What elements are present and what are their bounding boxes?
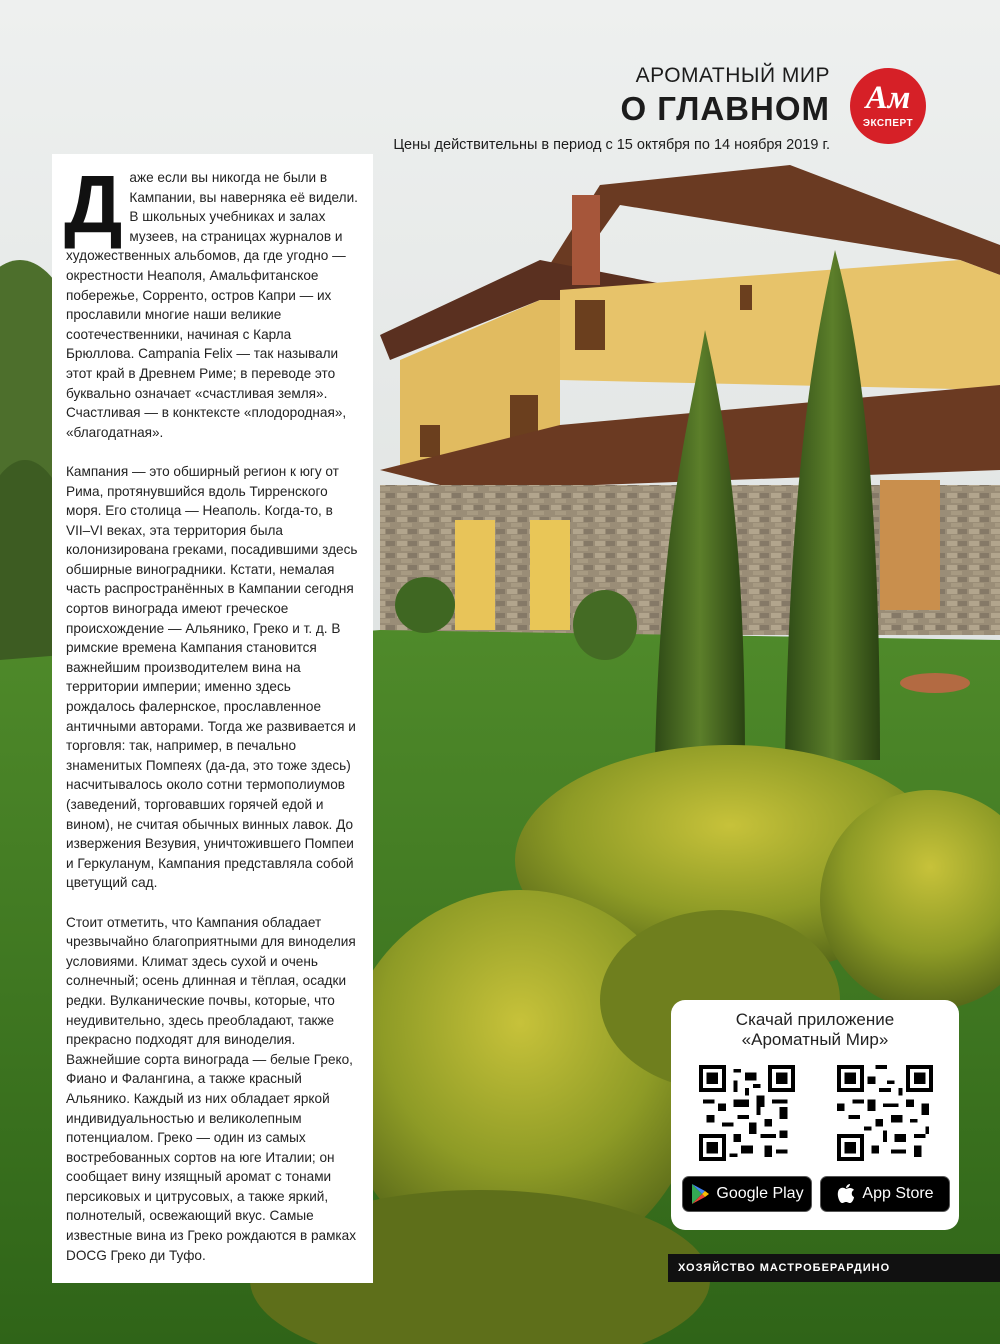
article-paragraph-3: Стоит отметить, что Кампания обладает чрезвычайно благоприятными для виноделия условиями. Климат здесь сухой и очень солнечный; осень длинная и тёплая, осадки редки. Вулканические почвы, которые, что неудивительно, здесь преобладают, также прекрасно подходят для виноделия. Важнейшие сорта винограда — белые Греко, Фиано и Фалангина, а также красный Альянико. Каждый из них обладает яркой индивидуальностью и великолепным потенциалом. Греко — один из самых востребованных сортов на юге Италии; он сообщает вину изящный аромат с тонами персиковых и цитрусовых, а также яркий, полнотелый, освежающий вкус. Самые известные вина из Греко рождаются в рамках DOCG Греко ди Туфо. [66, 914, 357, 1263]
app-store-label: App Store [862, 1185, 934, 1202]
price-validity-note: Цены действительны в период с 15 октября по 14 ноября 2019 г. [393, 137, 830, 153]
app-store-button[interactable] [820, 1176, 950, 1212]
app-download-title [671, 1010, 959, 1050]
article-column [52, 154, 373, 1283]
logo-mark: Ам [865, 80, 911, 116]
page-header [393, 64, 830, 154]
logo-subtitle: ЭКСПЕРТ [862, 118, 914, 129]
apple-icon [836, 1183, 856, 1205]
article-paragraph-1 [64, 159, 359, 442]
section-kicker: АРОМАТНЫЙ МИР [635, 64, 830, 87]
drop-cap: Д [64, 159, 123, 250]
app-store-qr-code[interactable] [837, 1065, 933, 1161]
google-play-label: Google Play [716, 1185, 804, 1202]
paragraph-1-text: аже если вы никогда не были в Кампании, вы наверняка её видели. В школьных учебниках и залах музеев, на страницах журналов и художественных альбомов, да где угодно — окрестности Неаполя, Амальфитанское побережье, Сорренто, остров Капри — их прославили многие наши великие соотечественники, начиная с Карла Брюллова. Campania Felix — так называли этот край в Древнем Риме; в переводе это буквально означает «счастливая земля». Счастливая — в конктексте «плодородная», «благодатная». [66, 170, 358, 440]
article-paragraph-2: Кампания — это обширный регион к югу от Рима, протянувшийся вдоль Тирренского моря. Его столица — Неаполь. Когда-то, в VII–VI веках, эта территория была колонизирована греками, посадившими здесь обширные виноградники. Кстати, немалая часть распространённых в Кампании сегодня сортов винограда имеют греческое происхождение — Альянико, Греко и т. д. В римские времена Кампания становится важнейшим производителем вина на территории империи; именно здесь рождалось фалернское, прославленное античными авторами. Тогда же развивается и торговля: так, например, в печально знаменитых Помпеях (да-да, это тоже здесь) насчитывалось около сотни термополиумов (заведений, торговавших горячей едой и вином), не считая обычных винных лавок. До извержения Везувия, уничтожившего Помпеи и Геркуланум, Кампания представляла собой цветущий сад. [66, 463, 358, 891]
am-expert-logo [850, 68, 926, 144]
app-download-card [671, 1000, 959, 1230]
app-title-line-2: «Ароматный Мир» [741, 1030, 889, 1049]
google-play-qr-code[interactable] [699, 1065, 795, 1161]
app-title-line-1: Скачай приложение [735, 1010, 895, 1029]
section-title: О ГЛАВНОМ [620, 90, 830, 127]
google-play-icon [690, 1183, 710, 1205]
photo-caption: ХОЗЯЙСТВО МАСТРОБЕРАРДИНО [668, 1254, 1000, 1282]
google-play-button[interactable] [682, 1176, 812, 1212]
article-body [52, 154, 373, 1265]
